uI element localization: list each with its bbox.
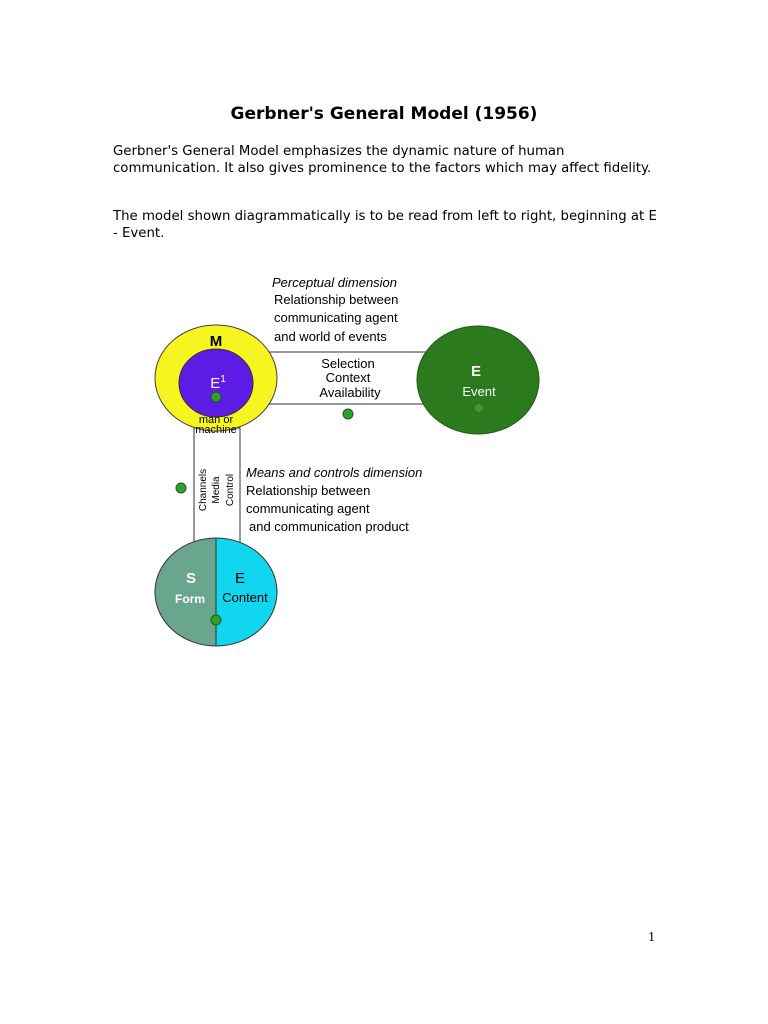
event-label: Event <box>462 384 496 399</box>
e1-dot <box>211 392 221 402</box>
page-title: Gerbner's General Model (1956) <box>230 104 538 124</box>
channels-dot <box>176 483 186 493</box>
perceptual-line-1: Relationship between <box>274 292 399 307</box>
means-line-2: communicating agent <box>246 501 370 516</box>
channels-label: Channels <box>198 468 209 512</box>
selection-dot <box>343 409 353 419</box>
form-label: Form <box>175 592 205 606</box>
means-line-3: and communication product <box>249 519 409 534</box>
page-number: 1 <box>648 930 655 945</box>
event-letter: E <box>470 363 482 380</box>
availability-label: Availability <box>319 385 381 400</box>
event-circle <box>417 326 539 434</box>
machine-label: machine <box>195 424 237 436</box>
e-content-letter: E <box>234 570 246 587</box>
intro-paragraph: Gerbner's General Model emphasizes the dynamic nature of human communication. It also gives prominence to the factors which may affect fidelity. <box>113 144 652 176</box>
content-label: Content <box>222 590 268 605</box>
perceptual-line-3: and world of events <box>274 329 387 344</box>
form-content-dot <box>211 615 221 625</box>
perceptual-line-2: communicating agent <box>274 310 398 325</box>
man-or-label: man or <box>198 414 234 426</box>
context-label: Context <box>325 370 371 385</box>
perceptual-heading: Perceptual dimension <box>272 275 398 290</box>
control-label: Control <box>225 473 236 507</box>
m-letter: M <box>209 333 223 350</box>
reading-order-paragraph: The model shown diagrammatically is to be read from left to right, beginning at E - Event. <box>113 209 657 241</box>
means-line-1: Relationship between <box>246 483 371 498</box>
s-letter: S <box>185 570 197 587</box>
media-label: Media <box>211 476 222 504</box>
selection-label: Selection <box>321 356 375 371</box>
event-dot <box>475 404 483 412</box>
e1-label: $E^1$ <box>210 374 226 392</box>
means-heading: Means and controls dimension <box>246 465 423 480</box>
